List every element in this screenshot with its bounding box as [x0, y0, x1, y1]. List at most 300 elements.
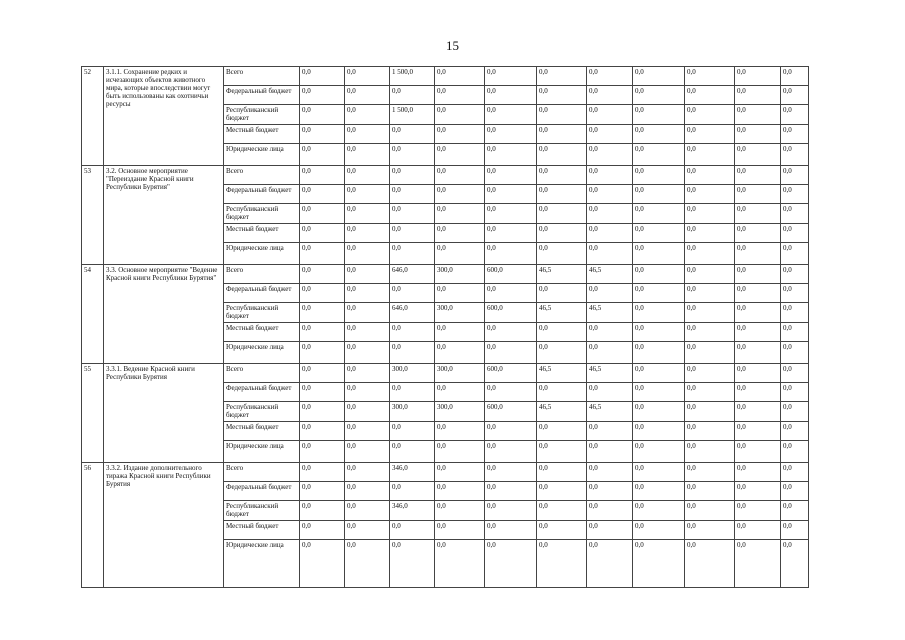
value-cell: 0,0: [537, 204, 587, 224]
value-cell: 0,0: [587, 441, 633, 463]
value-cell: 0,0: [587, 67, 633, 86]
value-cell: 0,0: [300, 204, 345, 224]
value-cell: 0,0: [435, 422, 485, 441]
funding-source: Всего: [224, 364, 300, 383]
value-cell: 0,0: [537, 185, 587, 204]
value-cell: 0,0: [633, 303, 685, 323]
value-cell: 0,0: [485, 185, 537, 204]
value-cell: 0,0: [633, 284, 685, 303]
value-cell: 0,0: [300, 501, 345, 521]
value-cell: 0,0: [390, 441, 435, 463]
value-cell: 0,0: [390, 284, 435, 303]
value-cell: 0,0: [633, 463, 685, 482]
value-cell: 0,0: [390, 144, 435, 166]
value-cell: 0,0: [735, 105, 781, 125]
value-cell: 0,0: [633, 185, 685, 204]
value-cell: 0,0: [485, 482, 537, 501]
funding-source: Местный бюджет: [224, 224, 300, 243]
funding-source: Местный бюджет: [224, 422, 300, 441]
value-cell: 0,0: [633, 166, 685, 185]
value-cell: 0,0: [735, 501, 781, 521]
value-cell: 0,0: [435, 482, 485, 501]
value-cell: 0,0: [685, 501, 735, 521]
value-cell: 0,0: [685, 383, 735, 402]
value-cell: 0,0: [735, 402, 781, 422]
value-cell: 600,0: [485, 402, 537, 422]
value-cell: 0,0: [345, 463, 390, 482]
value-cell: 0,0: [345, 540, 390, 588]
value-cell: 0,0: [633, 364, 685, 383]
value-cell: 0,0: [781, 482, 809, 501]
value-cell: 0,0: [537, 521, 587, 540]
value-cell: 0,0: [485, 342, 537, 364]
value-cell: 0,0: [435, 204, 485, 224]
value-cell: 0,0: [435, 185, 485, 204]
value-cell: 0,0: [685, 441, 735, 463]
value-cell: 600,0: [485, 303, 537, 323]
value-cell: 0,0: [390, 224, 435, 243]
activity-name: 3.3.2. Издание дополнительного тиража Красной книги Республики Бурятия: [104, 463, 224, 588]
value-cell: 646,0: [390, 265, 435, 284]
value-cell: 0,0: [435, 105, 485, 125]
funding-source: Республиканский бюджет: [224, 204, 300, 224]
value-cell: 646,0: [390, 303, 435, 323]
value-cell: 0,0: [735, 364, 781, 383]
value-cell: 0,0: [345, 166, 390, 185]
value-cell: 0,0: [485, 67, 537, 86]
value-cell: 0,0: [735, 86, 781, 105]
value-cell: 0,0: [587, 422, 633, 441]
value-cell: 0,0: [435, 501, 485, 521]
value-cell: 0,0: [633, 125, 685, 144]
value-cell: 0,0: [345, 521, 390, 540]
value-cell: 0,0: [300, 86, 345, 105]
value-cell: 0,0: [735, 463, 781, 482]
value-cell: 0,0: [300, 185, 345, 204]
value-cell: 0,0: [781, 125, 809, 144]
value-cell: 0,0: [781, 342, 809, 364]
value-cell: 0,0: [435, 463, 485, 482]
value-cell: 0,0: [781, 521, 809, 540]
value-cell: 0,0: [390, 521, 435, 540]
funding-source: Всего: [224, 166, 300, 185]
value-cell: 0,0: [345, 185, 390, 204]
value-cell: 0,0: [390, 342, 435, 364]
value-cell: 0,0: [633, 501, 685, 521]
value-cell: 0,0: [781, 422, 809, 441]
value-cell: 0,0: [781, 185, 809, 204]
value-cell: 0,0: [485, 463, 537, 482]
value-cell: 600,0: [485, 364, 537, 383]
value-cell: 0,0: [735, 323, 781, 342]
value-cell: 0,0: [345, 224, 390, 243]
value-cell: 0,0: [633, 540, 685, 588]
value-cell: 1 500,0: [390, 105, 435, 125]
value-cell: 0,0: [435, 383, 485, 402]
value-cell: 0,0: [685, 540, 735, 588]
funding-source: Юридические лица: [224, 441, 300, 463]
value-cell: 0,0: [587, 463, 633, 482]
value-cell: 300,0: [390, 364, 435, 383]
value-cell: 0,0: [587, 125, 633, 144]
value-cell: 0,0: [781, 402, 809, 422]
value-cell: 0,0: [735, 243, 781, 265]
value-cell: 0,0: [587, 323, 633, 342]
value-cell: 0,0: [685, 166, 735, 185]
value-cell: 0,0: [587, 204, 633, 224]
value-cell: 0,0: [633, 204, 685, 224]
value-cell: 0,0: [300, 402, 345, 422]
value-cell: 0,0: [435, 86, 485, 105]
value-cell: 0,0: [685, 342, 735, 364]
value-cell: 0,0: [685, 86, 735, 105]
value-cell: 0,0: [537, 105, 587, 125]
activity-name: 3.2. Основное мероприятие "Переиздание Красной книги Республики Бурятия": [104, 166, 224, 265]
value-cell: 0,0: [735, 166, 781, 185]
value-cell: 0,0: [781, 224, 809, 243]
value-cell: 46,5: [587, 364, 633, 383]
value-cell: 0,0: [735, 224, 781, 243]
value-cell: 0,0: [345, 441, 390, 463]
value-cell: 0,0: [485, 125, 537, 144]
value-cell: 0,0: [300, 67, 345, 86]
row-number: 55: [82, 364, 104, 463]
value-cell: 0,0: [781, 105, 809, 125]
value-cell: 0,0: [685, 125, 735, 144]
value-cell: 0,0: [300, 243, 345, 265]
value-cell: 0,0: [685, 284, 735, 303]
value-cell: 346,0: [390, 463, 435, 482]
value-cell: 0,0: [345, 125, 390, 144]
value-cell: 0,0: [435, 323, 485, 342]
value-cell: 0,0: [537, 501, 587, 521]
funding-source: Юридические лица: [224, 342, 300, 364]
value-cell: 0,0: [781, 323, 809, 342]
value-cell: 0,0: [735, 540, 781, 588]
value-cell: 0,0: [685, 463, 735, 482]
value-cell: 0,0: [485, 383, 537, 402]
value-cell: 0,0: [485, 284, 537, 303]
value-cell: 0,0: [345, 422, 390, 441]
value-cell: 0,0: [735, 303, 781, 323]
value-cell: 0,0: [485, 422, 537, 441]
value-cell: 0,0: [435, 224, 485, 243]
value-cell: 0,0: [685, 144, 735, 166]
funding-source: Юридические лица: [224, 540, 300, 588]
value-cell: 0,0: [685, 323, 735, 342]
value-cell: 0,0: [435, 342, 485, 364]
activity-name: 3.3.1. Ведение Красной книги Республики Бурятия: [104, 364, 224, 463]
value-cell: 0,0: [485, 204, 537, 224]
value-cell: 0,0: [781, 166, 809, 185]
table-row: [82, 67, 809, 86]
value-cell: 0,0: [345, 265, 390, 284]
value-cell: 0,0: [633, 422, 685, 441]
value-cell: 0,0: [537, 86, 587, 105]
value-cell: 0,0: [390, 422, 435, 441]
value-cell: 0,0: [537, 144, 587, 166]
value-cell: 0,0: [485, 166, 537, 185]
value-cell: 0,0: [345, 383, 390, 402]
funding-source: Местный бюджет: [224, 521, 300, 540]
value-cell: 0,0: [781, 463, 809, 482]
value-cell: 0,0: [300, 144, 345, 166]
funding-source: Республиканский бюджет: [224, 501, 300, 521]
value-cell: 0,0: [485, 86, 537, 105]
funding-source: Местный бюджет: [224, 323, 300, 342]
value-cell: 0,0: [633, 441, 685, 463]
value-cell: 0,0: [300, 540, 345, 588]
value-cell: 0,0: [633, 265, 685, 284]
table-row: [82, 166, 809, 185]
value-cell: 0,0: [633, 243, 685, 265]
value-cell: 46,5: [537, 364, 587, 383]
value-cell: 0,0: [587, 342, 633, 364]
value-cell: 0,0: [685, 243, 735, 265]
value-cell: 0,0: [300, 463, 345, 482]
value-cell: 0,0: [345, 501, 390, 521]
activity-name: 3.3. Основное мероприятие "Ведение Красной книги Республики Бурятия": [104, 265, 224, 364]
value-cell: 0,0: [300, 284, 345, 303]
funding-source: Всего: [224, 463, 300, 482]
value-cell: 0,0: [485, 441, 537, 463]
value-cell: 0,0: [345, 482, 390, 501]
value-cell: 0,0: [435, 284, 485, 303]
value-cell: 0,0: [345, 284, 390, 303]
value-cell: 0,0: [435, 441, 485, 463]
value-cell: 0,0: [300, 422, 345, 441]
funding-source: Юридические лица: [224, 243, 300, 265]
value-cell: 0,0: [537, 342, 587, 364]
row-number: 53: [82, 166, 104, 265]
value-cell: 0,0: [537, 243, 587, 265]
value-cell: 0,0: [781, 303, 809, 323]
value-cell: 0,0: [781, 67, 809, 86]
value-cell: 0,0: [300, 265, 345, 284]
value-cell: 0,0: [300, 521, 345, 540]
value-cell: 0,0: [781, 284, 809, 303]
funding-source: Местный бюджет: [224, 125, 300, 144]
value-cell: 300,0: [435, 402, 485, 422]
value-cell: 0,0: [781, 204, 809, 224]
value-cell: 0,0: [587, 86, 633, 105]
value-cell: 0,0: [685, 265, 735, 284]
value-cell: 0,0: [781, 540, 809, 588]
value-cell: 0,0: [685, 105, 735, 125]
value-cell: 0,0: [633, 144, 685, 166]
value-cell: 0,0: [735, 441, 781, 463]
value-cell: 0,0: [587, 521, 633, 540]
value-cell: 0,0: [300, 441, 345, 463]
value-cell: 0,0: [633, 383, 685, 402]
value-cell: 0,0: [587, 284, 633, 303]
value-cell: 0,0: [587, 383, 633, 402]
funding-source: Всего: [224, 265, 300, 284]
funding-source: Республиканский бюджет: [224, 402, 300, 422]
value-cell: 0,0: [345, 86, 390, 105]
value-cell: 0,0: [685, 364, 735, 383]
funding-source: Федеральный бюджет: [224, 284, 300, 303]
value-cell: 0,0: [300, 125, 345, 144]
value-cell: 0,0: [685, 482, 735, 501]
activity-name: 3.1.1. Сохранение редких и исчезающих объектов животного мира, которые впоследствии могут быть использованы как охотничьи ресурсы: [104, 67, 224, 166]
value-cell: 0,0: [345, 342, 390, 364]
value-cell: 0,0: [537, 323, 587, 342]
value-cell: 0,0: [633, 342, 685, 364]
value-cell: 0,0: [435, 243, 485, 265]
value-cell: 0,0: [735, 204, 781, 224]
funding-source: Федеральный бюджет: [224, 383, 300, 402]
value-cell: 0,0: [537, 441, 587, 463]
value-cell: 0,0: [485, 243, 537, 265]
value-cell: 0,0: [685, 521, 735, 540]
funding-source: Федеральный бюджет: [224, 86, 300, 105]
value-cell: 0,0: [537, 540, 587, 588]
value-cell: 1 500,0: [390, 67, 435, 86]
value-cell: 0,0: [735, 342, 781, 364]
value-cell: 0,0: [781, 265, 809, 284]
value-cell: 0,0: [633, 482, 685, 501]
value-cell: 0,0: [587, 243, 633, 265]
value-cell: 0,0: [300, 323, 345, 342]
value-cell: 0,0: [345, 144, 390, 166]
value-cell: 0,0: [345, 67, 390, 86]
value-cell: 0,0: [345, 364, 390, 383]
budget-table: [81, 66, 809, 588]
value-cell: 0,0: [735, 383, 781, 402]
value-cell: 0,0: [537, 482, 587, 501]
value-cell: 0,0: [345, 243, 390, 265]
value-cell: 0,0: [781, 144, 809, 166]
value-cell: 0,0: [300, 166, 345, 185]
value-cell: 0,0: [485, 521, 537, 540]
value-cell: 0,0: [300, 105, 345, 125]
funding-source: Федеральный бюджет: [224, 185, 300, 204]
value-cell: 0,0: [587, 224, 633, 243]
value-cell: 600,0: [485, 265, 537, 284]
value-cell: 0,0: [390, 482, 435, 501]
value-cell: 0,0: [345, 402, 390, 422]
value-cell: 300,0: [435, 364, 485, 383]
funding-source: Республиканский бюджет: [224, 105, 300, 125]
value-cell: 0,0: [435, 144, 485, 166]
value-cell: 0,0: [587, 482, 633, 501]
value-cell: 0,0: [685, 303, 735, 323]
funding-source: Всего: [224, 67, 300, 86]
value-cell: 0,0: [537, 67, 587, 86]
value-cell: 0,0: [685, 67, 735, 86]
value-cell: 0,0: [633, 105, 685, 125]
value-cell: 0,0: [735, 422, 781, 441]
value-cell: 0,0: [537, 463, 587, 482]
value-cell: 46,5: [587, 402, 633, 422]
value-cell: 0,0: [685, 224, 735, 243]
value-cell: 0,0: [735, 284, 781, 303]
value-cell: 0,0: [345, 303, 390, 323]
value-cell: 300,0: [435, 265, 485, 284]
value-cell: 0,0: [537, 284, 587, 303]
value-cell: 46,5: [587, 265, 633, 284]
row-number: 52: [82, 67, 104, 166]
value-cell: 0,0: [633, 224, 685, 243]
value-cell: 0,0: [537, 422, 587, 441]
value-cell: 0,0: [485, 144, 537, 166]
value-cell: 0,0: [537, 224, 587, 243]
value-cell: 0,0: [735, 144, 781, 166]
value-cell: 0,0: [300, 383, 345, 402]
value-cell: 0,0: [345, 105, 390, 125]
value-cell: 0,0: [587, 166, 633, 185]
value-cell: 0,0: [345, 204, 390, 224]
value-cell: 0,0: [587, 185, 633, 204]
value-cell: 0,0: [781, 441, 809, 463]
value-cell: 0,0: [735, 265, 781, 284]
value-cell: 0,0: [390, 166, 435, 185]
value-cell: 0,0: [781, 86, 809, 105]
value-cell: 0,0: [435, 67, 485, 86]
value-cell: 46,5: [537, 303, 587, 323]
value-cell: 0,0: [633, 323, 685, 342]
value-cell: 0,0: [781, 501, 809, 521]
value-cell: 0,0: [390, 185, 435, 204]
value-cell: 46,5: [537, 402, 587, 422]
table-row: [82, 364, 809, 383]
value-cell: 0,0: [735, 185, 781, 204]
value-cell: 0,0: [485, 501, 537, 521]
value-cell: 0,0: [633, 86, 685, 105]
row-number: 54: [82, 265, 104, 364]
value-cell: 0,0: [300, 303, 345, 323]
value-cell: 0,0: [300, 482, 345, 501]
funding-source: Федеральный бюджет: [224, 482, 300, 501]
value-cell: 0,0: [390, 204, 435, 224]
value-cell: 0,0: [587, 501, 633, 521]
table-row: [82, 463, 809, 482]
value-cell: 0,0: [633, 67, 685, 86]
value-cell: 0,0: [390, 125, 435, 144]
value-cell: 0,0: [300, 224, 345, 243]
value-cell: 0,0: [300, 342, 345, 364]
value-cell: 0,0: [390, 243, 435, 265]
value-cell: 0,0: [435, 521, 485, 540]
value-cell: 0,0: [435, 125, 485, 144]
value-cell: 0,0: [633, 521, 685, 540]
value-cell: 0,0: [735, 125, 781, 144]
budget-table-body: [82, 67, 809, 588]
page-number: 15: [446, 38, 459, 53]
value-cell: 0,0: [485, 224, 537, 243]
value-cell: 0,0: [735, 67, 781, 86]
value-cell: 0,0: [485, 540, 537, 588]
value-cell: 0,0: [485, 323, 537, 342]
value-cell: 46,5: [537, 265, 587, 284]
value-cell: 0,0: [587, 105, 633, 125]
value-cell: 0,0: [587, 540, 633, 588]
table-row: [82, 265, 809, 284]
value-cell: 0,0: [435, 540, 485, 588]
value-cell: 0,0: [537, 125, 587, 144]
value-cell: 0,0: [537, 166, 587, 185]
value-cell: 0,0: [685, 402, 735, 422]
value-cell: 300,0: [390, 402, 435, 422]
value-cell: 0,0: [633, 402, 685, 422]
value-cell: 0,0: [300, 364, 345, 383]
value-cell: 300,0: [435, 303, 485, 323]
value-cell: 0,0: [781, 364, 809, 383]
value-cell: 0,0: [781, 383, 809, 402]
value-cell: 0,0: [537, 383, 587, 402]
funding-source: Республиканский бюджет: [224, 303, 300, 323]
